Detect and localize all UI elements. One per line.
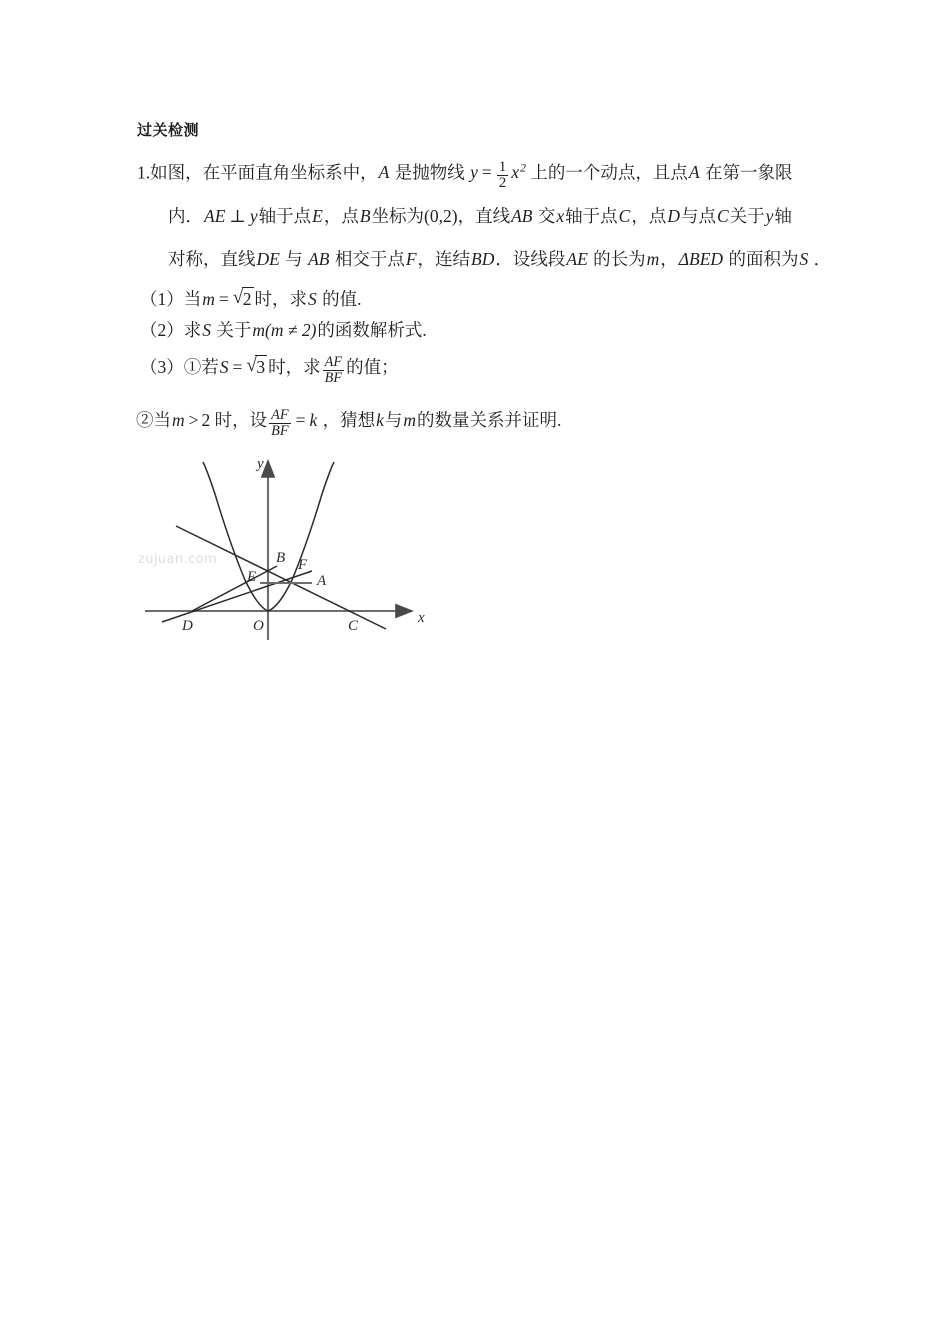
triangle-BED: ΔBED [678, 249, 724, 269]
problem-text-3h: 的面积为 [728, 249, 799, 269]
question-2 [140, 320, 427, 342]
question-3b-number-2: 2 [201, 409, 211, 430]
point-label-B: B [276, 550, 286, 566]
fraction-one-half [497, 160, 509, 192]
radical-sign-2: √ [246, 355, 257, 376]
question-3-equals: = [232, 357, 243, 377]
geometry-figure [140, 452, 440, 647]
question-3-text-b: 时，求 [268, 357, 321, 377]
question-1 [140, 287, 362, 311]
question-3-marker-1: ① [183, 357, 202, 377]
question-2-expression: m(m ≠ 2) [252, 320, 317, 340]
question-3-sqrt [246, 355, 267, 379]
segment-AE: AE [204, 206, 226, 226]
question-3-marker-2: ② [136, 409, 154, 430]
problem-text-3i: ． [813, 249, 832, 269]
problem-text-1b: 是抛物线 [394, 162, 465, 183]
perpendicular-symbol: ⊥ [229, 206, 246, 226]
question-3b-text-b: 时，设 [214, 409, 268, 430]
problem-text-1d: 在第一象限 [704, 162, 793, 183]
problem-line-3 [168, 249, 831, 271]
watermark: zujuan.com [138, 552, 218, 567]
page-title: 过关检测 [137, 121, 200, 139]
question-1-label: （1） [140, 289, 184, 309]
equation-equals: = [481, 162, 492, 183]
question-2-label: （2） [140, 320, 184, 340]
question-1-variable-S: S [308, 289, 317, 309]
question-3b-variable-m-2: m [403, 409, 417, 430]
fraction-denominator-BF-2: BF [271, 422, 289, 439]
greater-than-symbol: > [188, 409, 199, 430]
variable-A-2: A [688, 162, 700, 183]
variable-S: S [799, 249, 809, 269]
axis-y-ref: y [249, 206, 258, 226]
question-3-text-a: 若 [201, 357, 219, 377]
problem-text-3b: 与 [285, 249, 303, 269]
problem-text-3a: 对称，直线 [168, 249, 256, 269]
point-label-A: A [317, 573, 327, 589]
coordinate-B: (0,2) [424, 206, 458, 226]
question-2-variable-S: S [202, 320, 211, 340]
point-E-ref: E [312, 206, 323, 226]
point-B-ref: B [359, 206, 371, 226]
x-axis-label: x [418, 610, 425, 626]
variable-m: m [646, 249, 660, 269]
question-3b-variable-k-2: k [376, 409, 384, 430]
question-2-text-a: 求 [183, 320, 202, 340]
question-3-variable-S: S [219, 357, 229, 377]
variable-A: A [378, 162, 390, 183]
question-3b-text-a: 当 [153, 409, 171, 430]
fraction-denominator: 2 [498, 175, 507, 192]
point-C-ref-2: C [716, 206, 729, 226]
fraction-numerator-AF: AF [324, 354, 343, 371]
point-label-D: D [182, 618, 193, 634]
equation-x: x [511, 162, 520, 183]
question-3b-equals: = [295, 409, 306, 430]
question-1-text-a: 当 [183, 289, 202, 309]
problem-text-2d: 坐标为 [371, 206, 425, 226]
problem-text-3f: 的长为 [593, 249, 646, 269]
question-2-text-b: 关于 [216, 320, 252, 340]
question-3-text-c: 的值； [346, 357, 399, 377]
fraction-denominator-BF: BF [324, 369, 343, 386]
segment-BD-ref: BD [471, 249, 495, 269]
question-3b-text-e: 的数量关系并证明. [417, 409, 562, 430]
question-3-part-2 [136, 408, 561, 438]
problem-text-2f: 交 [537, 206, 556, 226]
question-1-variable-m: m [202, 289, 215, 309]
problem-text-3g: ， [660, 249, 678, 269]
fraction-AF-over-BF [323, 355, 344, 385]
fraction-numerator: 1 [498, 159, 507, 175]
point-label-O: O [253, 618, 264, 634]
question-3-label: （3） [140, 357, 184, 377]
question-3b-variable-m: m [172, 409, 185, 430]
problem-text-2h: ，点 [631, 206, 667, 226]
problem-text-2b: 轴于点 [258, 206, 312, 226]
fraction-AF-over-BF-2 [269, 408, 290, 438]
question-3b-text-d: 与 [384, 409, 403, 430]
problem-text-2i: 与点 [680, 206, 716, 226]
question-1-text-c: 的值. [322, 289, 362, 309]
point-label-C: C [348, 618, 359, 634]
question-2-text-c: 的函数解析式. [317, 320, 427, 340]
question-3b-text-c: ，猜想 [322, 409, 376, 430]
equation-exponent: 2 [520, 160, 526, 175]
segment-AE-ref: AE [566, 249, 588, 269]
problem-line-2 [168, 206, 792, 228]
line-AB-ref-2: AB [308, 249, 330, 269]
problem-text-1a: 如图，在平面直角坐标系中， [150, 162, 378, 183]
problem-text-3e: ．设线段 [495, 249, 566, 269]
point-D-ref: D [667, 206, 680, 226]
line-AB-extended [176, 526, 386, 629]
equation-y: y [470, 162, 478, 183]
point-F-ref: F [405, 249, 417, 269]
line-AB-ref: AB [511, 206, 533, 226]
problem-text-2e: ，直线 [457, 206, 511, 226]
problem-text-2j: 关于 [729, 206, 765, 226]
coordinate-plane-diagram [140, 452, 440, 647]
fraction-numerator-AF-2: AF [271, 407, 289, 423]
problem-text-3d: ，连结 [417, 249, 471, 269]
y-axis-label: y [257, 456, 264, 472]
question-1-equals: = [218, 289, 229, 309]
problem-text-2k: 轴 [774, 206, 792, 226]
problem-text-2g: 轴于点 [565, 206, 618, 226]
point-C-ref: C [618, 206, 631, 226]
question-3b-variable-k: k [309, 409, 318, 430]
line-DE-extended [162, 571, 312, 622]
axis-y-ref-2: y [765, 206, 774, 226]
question-3-part-1 [140, 355, 399, 385]
radical-sign: √ [232, 287, 244, 308]
segment-BD [192, 566, 277, 611]
problem-text-1c: 上的一个动点，且点 [530, 162, 688, 183]
question-1-sqrt [233, 287, 254, 311]
problem-number: 1. [137, 162, 151, 183]
problem-text-3c: 相交于点 [334, 249, 405, 269]
line-DE-ref: DE [256, 249, 280, 269]
question-1-text-b: 时，求 [254, 289, 308, 309]
problem-text-2c: ，点 [323, 206, 359, 226]
question-1-radicand: 2 [242, 289, 252, 309]
point-label-F: F [298, 557, 308, 573]
question-3-radicand: 3 [256, 357, 266, 377]
problem-line-1 [137, 160, 792, 192]
axis-x-ref: x [556, 206, 565, 226]
problem-text-2a: 内． [168, 206, 203, 226]
point-label-E: E [247, 569, 257, 585]
